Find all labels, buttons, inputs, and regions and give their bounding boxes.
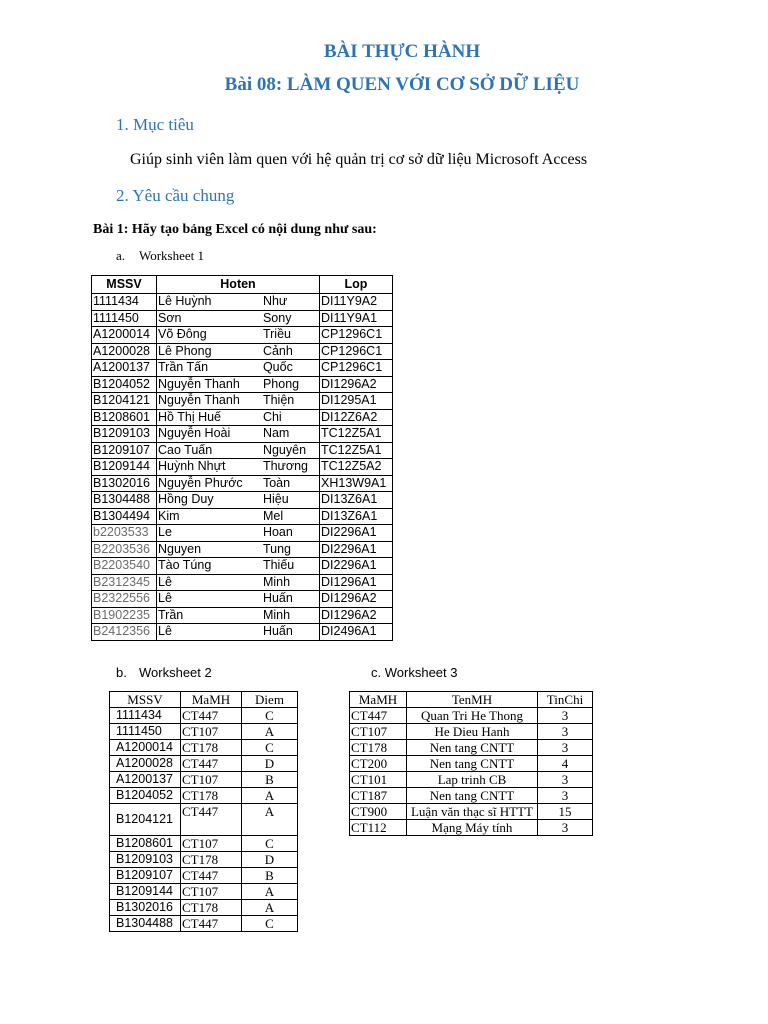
tenmh-cell: Nen tang CNTT [407,788,538,804]
worksheet-1-label-text: Worksheet 1 [139,248,205,263]
mssv-cell: B1208601 [92,409,157,426]
table-row [110,788,298,804]
tinchi-cell: 3 [538,788,593,804]
diem-cell: A [242,788,298,804]
diem-cell: B [242,772,298,788]
mssv-cell: B2203540 [92,558,157,575]
diem-cell: A [242,804,298,836]
table-row [92,376,393,393]
lop-cell: DI13Z6A1 [320,508,393,525]
ten-cell: Hoan [262,525,320,542]
column-header-mamh: MaMH [350,692,407,708]
ten-cell: Thiện [262,393,320,410]
tenmh-cell: Lap trinh CB [407,772,538,788]
table-row [92,525,393,542]
ho-cell: Cao Tuấn [157,442,262,459]
mamh-cell: CT447 [181,868,242,884]
ho-cell: Trần [157,607,262,624]
ten-cell: Minh [262,574,320,591]
table-row [110,852,298,868]
table-row [92,574,393,591]
lop-cell: CP1296C1 [320,327,393,344]
tenmh-cell: Luận văn thạc sĩ HTTT [407,804,538,820]
table-row [92,409,393,426]
mssv-cell: B1302016 [110,900,181,916]
column-header-mssv: MSSV [110,692,181,708]
ten-cell: Huấn [262,624,320,641]
worksheet-3-marker: c. [371,665,382,680]
mamh-cell: CT178 [181,900,242,916]
column-header-hoten: Hoten [157,276,320,294]
table-row [92,508,393,525]
mssv-cell: B1209144 [110,884,181,900]
mssv-cell: B1902235 [92,607,157,624]
diem-cell: C [242,916,298,932]
column-header-tenmh: TenMH [407,692,538,708]
table-header-row [110,692,298,708]
table-row [110,724,298,740]
worksheet-1-marker: a. [116,248,126,263]
table-row [350,740,593,756]
ho-cell: Le [157,525,262,542]
table-row [110,836,298,852]
mssv-cell: B2322556 [92,591,157,608]
table-row [350,820,593,836]
mssv-cell: B1208601 [110,836,181,852]
diem-cell: C [242,708,298,724]
column-header-lop: Lop [320,276,393,294]
table-row [350,724,593,740]
ten-cell: Triều [262,327,320,344]
ho-cell: Võ Đông [157,327,262,344]
mamh-cell: CT178 [181,788,242,804]
diem-cell: A [242,724,298,740]
lop-cell: DI11Y9A2 [320,294,393,311]
mamh-cell: CT200 [350,756,407,772]
mssv-cell: B1304488 [92,492,157,509]
table-row [110,756,298,772]
table-row [350,772,593,788]
ho-cell: Lê [157,624,262,641]
table-row [92,475,393,492]
ho-cell: Kim [157,508,262,525]
mamh-cell: CT178 [181,852,242,868]
lop-cell: DI2296A1 [320,525,393,542]
mssv-cell: A1200028 [92,343,157,360]
ten-cell: Minh [262,607,320,624]
lop-cell: DI1296A2 [320,607,393,624]
diem-cell: B [242,868,298,884]
tenmh-cell: Nen tang CNTT [407,740,538,756]
mssv-cell: B2412356 [92,624,157,641]
mssv-cell: A1200137 [92,360,157,377]
table-row [92,393,393,410]
ten-cell: Nam [262,426,320,443]
ho-cell: Trần Tấn [157,360,262,377]
table-row [92,607,393,624]
mssv-cell: B1209103 [110,852,181,868]
mssv-cell: A1200028 [110,756,181,772]
worksheet-2-label-text: Worksheet 2 [139,665,212,680]
lop-cell: TC12Z5A1 [320,426,393,443]
table-row [110,900,298,916]
mamh-cell: CT107 [181,884,242,900]
lop-cell: DI13Z6A1 [320,492,393,509]
mssv-cell: B1209107 [92,442,157,459]
mamh-cell: CT447 [181,804,242,836]
diem-cell: D [242,756,298,772]
lop-cell: DI11Y9A1 [320,310,393,327]
ten-cell: Thương [262,459,320,476]
table-row [92,624,393,641]
table-row [92,360,393,377]
worksheet-3-label [371,665,458,680]
ten-cell: Chi [262,409,320,426]
tenmh-cell: Nen tang CNTT [407,756,538,772]
mamh-cell: CT900 [350,804,407,820]
column-header-tinchi: TinChi [538,692,593,708]
ten-cell: Toàn [262,475,320,492]
mssv-cell: B2312345 [92,574,157,591]
mssv-cell: B1304488 [110,916,181,932]
exercise-1-title: Bài 1: Hãy tạo bảng Excel có nội dung như sau: [93,222,377,237]
section-heading-requirements: 2. Yêu cầu chung [116,186,235,205]
tinchi-cell: 3 [538,820,593,836]
tinchi-cell: 3 [538,772,593,788]
worksheet-2-table [109,691,298,932]
mssv-cell: B1204052 [92,376,157,393]
lop-cell: XH13W9A1 [320,475,393,492]
ten-cell: Tung [262,541,320,558]
tinchi-cell: 3 [538,708,593,724]
table-row [110,708,298,724]
table-row [350,788,593,804]
lop-cell: CP1296C1 [320,360,393,377]
mssv-cell: B1304494 [92,508,157,525]
table-row [110,740,298,756]
mamh-cell: CT107 [181,724,242,740]
table-row [92,442,393,459]
tinchi-cell: 3 [538,724,593,740]
worksheet-3-table [349,691,593,836]
mssv-cell: B1204121 [110,804,181,836]
table-row [92,558,393,575]
tenmh-cell: Quan Tri He Thong [407,708,538,724]
mssv-cell: B1204121 [92,393,157,410]
worksheet-2-label [116,665,212,680]
diem-cell: C [242,836,298,852]
lop-cell: TC12Z5A1 [320,442,393,459]
ho-cell: Sơn [157,310,262,327]
table-row [92,541,393,558]
mssv-cell: A1200014 [92,327,157,344]
table-row [92,343,393,360]
table-row [92,327,393,344]
mamh-cell: CT107 [181,836,242,852]
table-row [92,426,393,443]
table-row [350,804,593,820]
mssv-cell: B1204052 [110,788,181,804]
lop-cell: DI2296A1 [320,558,393,575]
table-row [110,804,298,836]
table-row [110,884,298,900]
table-row [92,310,393,327]
mssv-cell: B2203536 [92,541,157,558]
ho-cell: Nguyễn Phước [157,475,262,492]
lop-cell: TC12Z5A2 [320,459,393,476]
diem-cell: C [242,740,298,756]
ho-cell: Hồng Duy [157,492,262,509]
ho-cell: Lê Phong [157,343,262,360]
ho-cell: Nguyễn Thanh [157,393,262,410]
mamh-cell: CT112 [350,820,407,836]
tinchi-cell: 4 [538,756,593,772]
ten-cell: Như [262,294,320,311]
lop-cell: CP1296C1 [320,343,393,360]
table-row [350,708,593,724]
ho-cell: Nguyễn Hoài [157,426,262,443]
lop-cell: DI12Z6A2 [320,409,393,426]
diem-cell: A [242,900,298,916]
table-row [350,756,593,772]
table-row [92,459,393,476]
mamh-cell: CT447 [181,916,242,932]
ho-cell: Nguyễn Thanh [157,376,262,393]
mamh-cell: CT447 [181,756,242,772]
mamh-cell: CT187 [350,788,407,804]
table-header-row [350,692,593,708]
lop-cell: DI2296A1 [320,541,393,558]
mamh-cell: CT178 [350,740,407,756]
mssv-cell: 1111450 [110,724,181,740]
ho-cell: Lê [157,591,262,608]
mssv-cell: b2203533 [92,525,157,542]
lop-cell: DI2496A1 [320,624,393,641]
mssv-cell: 1111450 [92,310,157,327]
ten-cell: Phong [262,376,320,393]
tinchi-cell: 3 [538,740,593,756]
ten-cell: Huấn [262,591,320,608]
mamh-cell: CT447 [181,708,242,724]
mssv-cell: A1200014 [110,740,181,756]
ho-cell: Tào Túng [157,558,262,575]
mamh-cell: CT178 [181,740,242,756]
table-row [110,916,298,932]
mamh-cell: CT107 [181,772,242,788]
ho-cell: Lê Huỳnh [157,294,262,311]
ho-cell: Huỳnh Nhựt [157,459,262,476]
column-header-diem: Diem [242,692,298,708]
mssv-cell: B1302016 [92,475,157,492]
mamh-cell: CT447 [350,708,407,724]
section-heading-objectives: 1. Mục tiêu [116,115,194,134]
tinchi-cell: 15 [538,804,593,820]
worksheet-1-label [116,248,204,264]
lesson-title: Bài 08: LÀM QUEN VỚI CƠ SỞ DỮ LIỆU [224,74,580,95]
worksheet-3-label-text: Worksheet 3 [384,665,458,680]
diem-cell: D [242,852,298,868]
mssv-cell: 1111434 [92,294,157,311]
ten-cell: Hiệu [262,492,320,509]
lop-cell: DI1296A2 [320,591,393,608]
ho-cell: Lê [157,574,262,591]
table-row [92,294,393,311]
worksheet-2-marker: b. [116,665,127,680]
table-row [92,492,393,509]
ten-cell: Cảnh [262,343,320,360]
table-row [92,591,393,608]
column-header-mssv: MSSV [92,276,157,294]
table-header-row [92,276,393,294]
column-header-mamh: MaMH [181,692,242,708]
table-row [110,868,298,884]
ten-cell: Thiếu [262,558,320,575]
mssv-cell: B1209103 [92,426,157,443]
tenmh-cell: He Dieu Hanh [407,724,538,740]
table-row [110,772,298,788]
mssv-cell: A1200137 [110,772,181,788]
worksheet-1-table [91,275,393,641]
ten-cell: Sony [262,310,320,327]
mssv-cell: 1111434 [110,708,181,724]
ten-cell: Mel [262,508,320,525]
mssv-cell: B1209107 [110,868,181,884]
lop-cell: DI1296A2 [320,376,393,393]
tenmh-cell: Mạng Máy tính [407,820,538,836]
page-title: BÀI THỰC HÀNH [323,41,481,62]
objectives-text: Giúp sinh viên làm quen với hệ quản trị cơ sở dữ liệu Microsoft Access [130,151,588,168]
ten-cell: Nguyên [262,442,320,459]
ho-cell: Nguyen [157,541,262,558]
diem-cell: A [242,884,298,900]
mamh-cell: CT101 [350,772,407,788]
lop-cell: DI1295A1 [320,393,393,410]
ho-cell: Hồ Thị Huế [157,409,262,426]
mssv-cell: B1209144 [92,459,157,476]
ten-cell: Quốc [262,360,320,377]
mamh-cell: CT107 [350,724,407,740]
lop-cell: DI1296A1 [320,574,393,591]
